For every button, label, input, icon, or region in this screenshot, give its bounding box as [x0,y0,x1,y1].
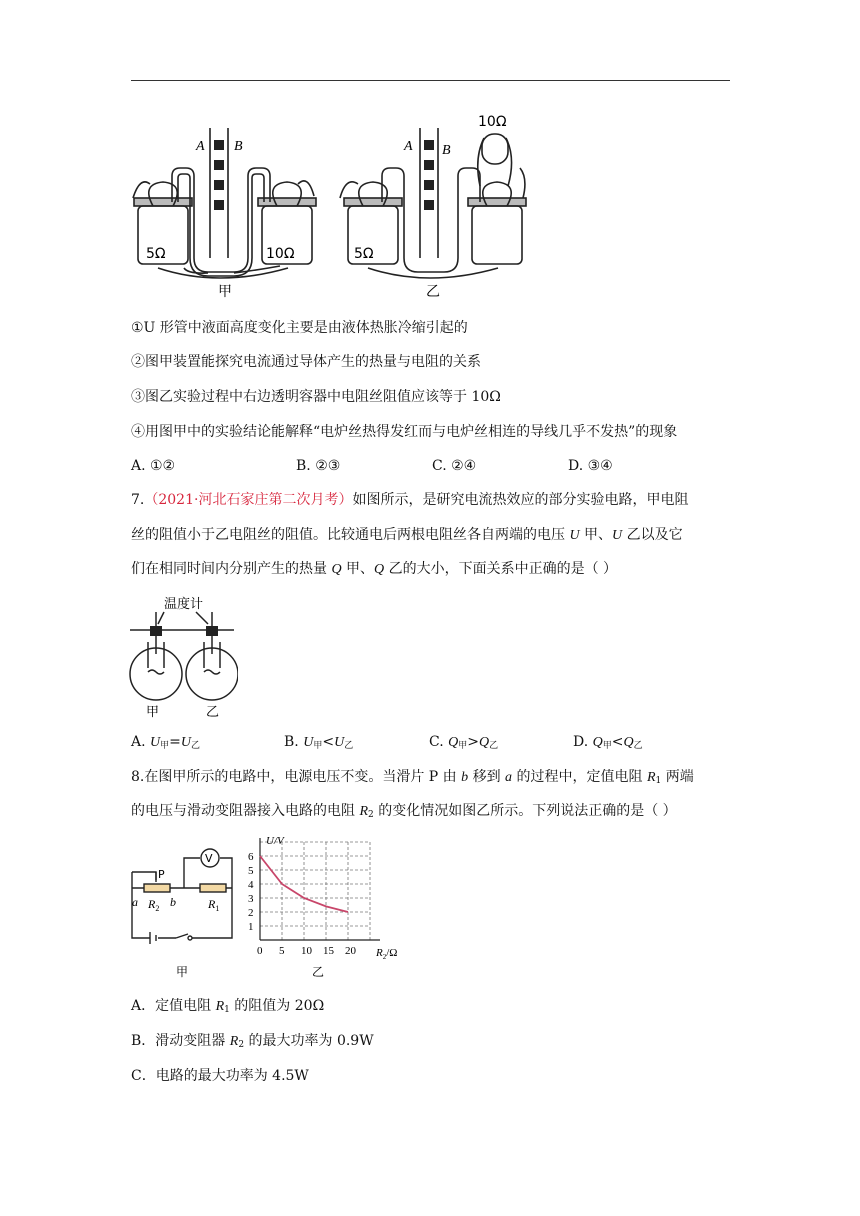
label-B-yi: B [442,143,451,158]
y-tick-label: 3 [248,893,254,905]
y-axis-label: U/V [266,835,284,847]
label-10ohm-jia: 10Ω [266,246,295,262]
label-A-yi: A [404,139,413,154]
q8-option-a: A．定值电阻 $R_1$ 的阻值为 20Ω [131,998,325,1015]
q7-line-1 [131,490,688,510]
voltmeter-label: V [205,852,213,865]
y-tick-label: 2 [248,907,254,919]
y-tick-label: 1 [248,921,254,933]
q7-option-c: C. $Q_甲>Q_乙$ [429,734,499,751]
x-tick-label: 10 [301,945,312,957]
x-tick-label: 20 [345,945,356,957]
flask-yi-label: 乙 [206,705,220,720]
q7-option-b: B. $U_甲<U_乙$ [284,734,354,751]
q7-text-2b: 甲、 [579,527,613,543]
terminal-b-label: b [170,895,176,909]
flask-jia-label: 甲 [146,705,160,720]
x-axis-label: $R_2/\Omega$ [376,947,398,961]
graph-caption: 乙 [312,965,325,979]
y-tick-label: 5 [248,865,254,877]
q7-option-a: A. $U_甲=U_乙$ [131,734,201,751]
q7-source: （2021·河北石家庄第二次月考） [144,492,353,508]
thermometer-label: 温度计 [164,597,204,612]
var-Q: Q [331,562,342,577]
q6-option-c: C. ②④ [432,458,477,474]
var-U: U [569,528,580,543]
q6-option-d: D. ③④ [568,458,613,474]
q7-text-3c: 乙的大小，下面关系中正确的是（ ） [384,561,618,577]
q8-option-c: C．电路的最大功率为 4.5W [131,1068,309,1084]
label-A-jia: A [196,139,205,154]
q6-option-a: A. ①② [131,458,176,474]
x-tick-label: 5 [279,945,285,957]
var-Q: Q [374,562,385,577]
q7-option-d: D. $Q_甲<Q_乙$ [573,734,643,751]
q7-text-1: 如图所示，是研究电流热效应的部分实验电路，甲电阻 [352,492,689,508]
voltage-resistance-graph [244,830,410,982]
q7-text-3b: 甲、 [341,561,375,577]
slider-p-label: P [158,868,165,881]
q6-statement-4: ④用图甲中的实验结论能解释“电炉丝热得发红而与电炉丝相连的导线几乎不发热”的现象 [131,424,678,440]
q7-line-3 [131,559,617,580]
q7-line-2 [131,525,683,546]
thermometer-flask-figure [128,594,238,720]
circuit-diagram [126,842,240,980]
u-tube-figure [128,108,528,304]
q6-statement-2: ②图甲装置能探究电流通过导体产生的热量与电阻的关系 [131,354,481,370]
r2-label: $R_2$ [148,897,160,913]
caption-jia: 甲 [218,284,232,300]
q8-option-b: B．滑动变阻器 $R_2$ 的最大功率为 0.9W [131,1033,374,1050]
q7-number: 7. [131,492,145,508]
y-tick-label: 6 [248,851,254,863]
caption-yi: 乙 [426,284,440,300]
q6-statement-1: ①U 形管中液面高度变化主要是由液体热胀冷缩引起的 [131,320,468,336]
circuit-caption: 甲 [176,965,189,979]
var-U: U [612,528,623,543]
r1-label: $R_1$ [208,897,220,913]
header-rule [131,80,730,81]
q8-line-1: 8.在图甲所示的电路中，电源电压不变。当滑片 P 由 b 移到 a 的过程中，定值电阻 $R_1$ 两端 [131,769,694,786]
terminal-a-label: a [132,895,138,909]
q6-statement-3: ③图乙实验过程中右边透明容器中电阻丝阻值应该等于 10Ω [131,389,501,405]
label-B-jia: B [234,139,243,154]
y-tick-label: 4 [248,879,254,891]
q6-option-b: B. ②③ [296,458,341,474]
q8-line-2: 的电压与滑动变阻器接入电路的电阻 $R_2$ 的变化情况如图乙所示。下列说法正确的是（ ） [131,803,677,820]
x-tick-label: 15 [323,945,334,957]
q7-text-3: 们在相同时间内分别产生的热量 [131,561,332,577]
q7-text-2c: 乙以及它 [622,527,683,543]
q7-text-2: 丝的阻值小于乙电阻丝的阻值。比较通电后两根电阻丝各自两端的电压 [131,527,565,543]
label-10ohm-yi: 10Ω [478,114,507,130]
x-tick-label: 0 [257,945,263,957]
label-5ohm-yi: 5Ω [354,246,374,262]
label-5ohm-jia: 5Ω [146,246,166,262]
